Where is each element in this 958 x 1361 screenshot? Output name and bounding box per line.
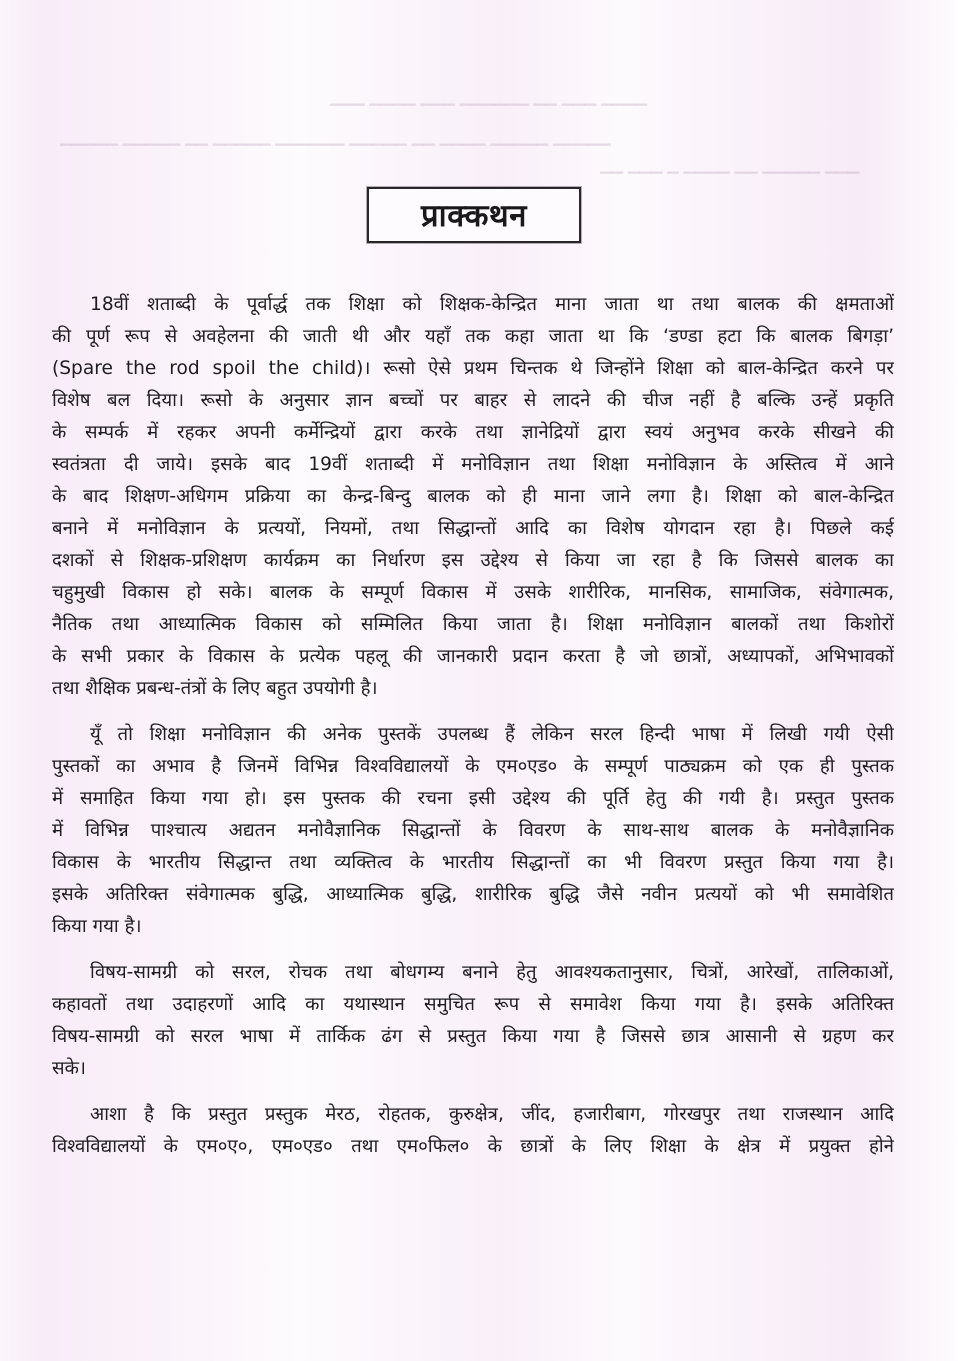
reverse-page-show-through: ▁▁▁▁▁ ▁▁▁▁▁ ▁▁ ▁▁▁▁▁ ▁▁▁▁▁▁ ▁▁▁▁▁ ▁▁ ▁▁▁▁ ▁▁▁▁▁ ▁▁▁▁▁ [60, 128, 611, 146]
text-line: आशा है कि प्रस्तुत प्रस्तुक मेरठ, रोहतक, कुरुक्षेत्र, जींद, हजारीबाग, गोरखपुर तथा राजस्थान आदि [90, 1104, 894, 1125]
text-line: विश्वविद्यालयों के एम०ए०, एम०एड० तथा एम०फिल० के छात्रों के लिए शिक्षा के क्षेत्र में प्रयुक्त होने [52, 1136, 894, 1157]
text-line: विषय-सामग्री को सरल, रोचक तथा बोधगम्य बनाने हेतु आवश्यकतानुसार, चित्रों, आरेखों, तालिकाओं, [90, 962, 894, 983]
text-line: स्वतंत्रता दी जाये। इसके बाद 19वीं शताब्दी में मनोविज्ञान तथा शिक्षा मनोविज्ञान के अस्तित्व में आने [52, 454, 894, 475]
text-line: चहुमुखी विकास हो सके। बालक के सम्पूर्ण विकास में उसके शारीरिक, मानसिक, सामाजिक, संवेगात्मक, [52, 582, 894, 603]
text-line: यूँ तो शिक्षा मनोविज्ञान की अनेक पुस्तकें उपलब्ध हैं लेकिन सरल हिन्दी भाषा में लिखी गयी ऐसी [90, 724, 894, 745]
text-line: विषय-सामग्री को सरल भाषा में तार्किक ढंग से प्रस्तुत किया गया है जिससे छात्र आसानी से ग्रहण कर [52, 1026, 894, 1047]
text-line: बनाने में मनोविज्ञान के प्रत्ययों, नियमों, तथा सिद्धान्तों आदि का विशेष योगदान रहा है। पिछले कई [52, 518, 894, 539]
reverse-page-show-through: ▁▁ ▁▁▁ ▁ ▁▁▁▁ ▁▁ ▁▁▁▁▁ ▁▁▁ [600, 156, 860, 174]
text-line: 18वीं शताब्दी के पूर्वार्द्ध तक शिक्षा को शिक्षक-केन्द्रित माना जाता था तथा बालक की क्षमताओं [90, 294, 894, 315]
text-line: इसके अतिरिक्त संवेगात्मक बुद्धि, आध्यात्मिक बुद्धि, शारीरिक बुद्धि जैसे नवीन प्रत्ययों को भी समावेशित [52, 884, 894, 905]
chapter-title: प्राक्कथन [421, 198, 527, 234]
body-text [52, 289, 894, 1177]
paragraph-1 [52, 289, 894, 705]
text-line: दशकों से शिक्षक-प्रशिक्षण कार्यक्रम का निर्धारण इस उद्देश्य से किया जा रहा है कि जिससे बालक का [52, 550, 894, 571]
text-line: के बाद शिक्षण-अधिगम प्रक्रिया का केन्द्र-बिन्दु बालक को ही माना जाने लगा है। शिक्षा को बाल-केन्द्रित [52, 486, 894, 507]
text-line: किया गया है। [52, 916, 142, 937]
text-line: विकास के भारतीय सिद्धान्त तथा व्यक्तित्व के भारतीय सिद्धान्तों का भी विवरण प्रस्तुत किया गया है। [52, 852, 894, 873]
text-line: में समाहित किया गया हो। इस पुस्तक की रचना इसी उद्देश्य की पूर्ति हेतु की गयी है। प्रस्तुत पुस्तक [52, 788, 894, 809]
text-line: के सम्पर्क में रहकर अपनी कर्मेन्द्रियों द्वारा करके तथा ज्ञानेद्रियों द्वारा स्वयं अनुभव करके सीखने की [52, 422, 894, 443]
text-line: सके। [52, 1058, 86, 1079]
text-line: पुस्तकों का अभाव है जिनमें विभिन्न विश्वविद्यालयों के एम०एड० के सम्पूर्ण पाठ्यक्रम को एक ही पुस्तक [52, 756, 894, 777]
text-line: कहावतों तथा उदाहरणों आदि का यथास्थान समुचित रूप से समावेश किया गया है। इसके अतिरिक्त [52, 994, 894, 1015]
text-line: के सभी प्रकार के विकास के प्रत्येक पहलू की जानकारी प्रदान करता है जो छात्रों, अध्यापकों, अभिभावकों [52, 646, 894, 667]
paragraph-4 [52, 1099, 894, 1163]
text-line: (Spare the rod spoil the child)। रूसो ऐसे प्रथम चिन्तक थे जिन्होंने शिक्षा को बाल-केन्द्रित करने पर [52, 358, 894, 379]
reverse-page-show-through: ▁▁▁ ▁▁▁▁ ▁▁▁ ▁▁▁▁▁▁ ▁▁ ▁▁▁ ▁▁▁▁ [330, 88, 647, 106]
text-line: में विभिन्न पाश्चात्य अद्यतन मनोवैज्ञानिक सिद्धान्तों के विवरण के साथ-साथ बालक के मनोवैज्ञानिक [52, 820, 894, 841]
chapter-title-box [367, 187, 581, 243]
paragraph-2 [52, 719, 894, 943]
paragraph-3 [52, 957, 894, 1085]
text-line: नैतिक तथा आध्यात्मिक विकास को सम्मिलित किया जाता है। शिक्षा मनोविज्ञान बालकों तथा किशोरों [52, 614, 894, 635]
text-line: की पूर्ण रूप से अवहेलना की जाती थी और यहाँ तक कहा जाता था कि ‘डण्डा हटा कि बालक बिगड़ा’ [52, 326, 894, 347]
text-line: विशेष बल दिया। रूसो के अनुसार ज्ञान बच्चों पर बाहर से लादने की चीज नहीं है बल्कि उन्हें प्रकृति [52, 390, 894, 411]
text-line: तथा शैक्षिक प्रबन्ध-तंत्रों के लिए बहुत उपयोगी है। [52, 678, 378, 699]
